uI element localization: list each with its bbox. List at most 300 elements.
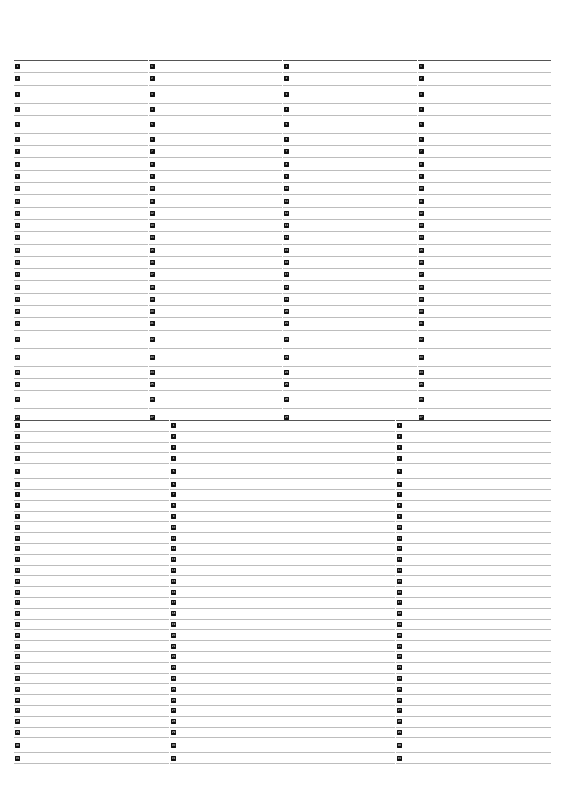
table-row	[14, 453, 169, 464]
row-number-badge: 13	[284, 223, 289, 228]
table-row	[396, 464, 551, 479]
row-number-badge: 14	[419, 235, 423, 240]
table-row	[14, 232, 148, 244]
table-row	[396, 490, 551, 501]
table-row	[170, 674, 395, 685]
table-row	[149, 391, 283, 409]
row-number-badge: 5	[285, 121, 288, 126]
table-row	[14, 706, 169, 717]
table-row	[149, 195, 283, 207]
row-number-badge: 14	[284, 235, 289, 240]
table-row	[14, 183, 148, 195]
row-number-badge: 19	[397, 621, 402, 626]
row-number-badge: 24	[150, 369, 154, 374]
table-row	[170, 501, 395, 512]
table-row	[170, 630, 395, 641]
table-row	[149, 61, 283, 73]
table-row	[170, 490, 395, 501]
row-number-badge: 25	[171, 686, 176, 691]
row-number-badge: 13	[397, 557, 402, 562]
row-number-badge: 7	[285, 149, 288, 154]
row-number-badge: 4	[398, 455, 401, 460]
row-number-badge: 2	[398, 434, 401, 439]
row-number-badge: 2	[151, 76, 153, 81]
table-row	[14, 695, 169, 706]
row-number-badge: 14	[171, 567, 176, 572]
row-number-badge: 11	[419, 198, 423, 203]
row-number-badge: 27	[419, 415, 423, 420]
row-number-badge: 7	[420, 149, 422, 154]
table-row	[283, 379, 417, 391]
table-row	[149, 245, 283, 257]
row-number-badge: 15	[15, 247, 20, 252]
top-column-1	[14, 60, 148, 420]
table-row	[14, 306, 148, 318]
table-row	[418, 104, 552, 116]
table-row	[396, 522, 551, 533]
row-number-badge: 21	[15, 321, 20, 326]
table-row	[170, 533, 395, 544]
row-number-badge: 12	[397, 546, 402, 551]
row-number-badge: 2	[420, 76, 422, 81]
table-row	[396, 587, 551, 598]
row-number-badge: 22	[150, 336, 154, 341]
row-number-badge: 21	[171, 643, 176, 648]
table-row	[396, 684, 551, 695]
row-number-badge: 10	[15, 186, 20, 191]
row-list	[14, 421, 169, 764]
table-row	[418, 183, 552, 195]
row-number-badge: 20	[284, 309, 289, 314]
table-row	[149, 158, 283, 170]
row-number-badge: 2	[285, 76, 288, 81]
table-row	[418, 391, 552, 409]
table-row	[396, 609, 551, 620]
table-row	[418, 269, 552, 281]
table-row	[283, 257, 417, 269]
top-column-3	[283, 60, 417, 420]
row-number-badge: 16	[15, 589, 20, 594]
table-row	[396, 652, 551, 663]
table-row	[396, 421, 551, 432]
table-row	[14, 674, 169, 685]
table-row	[418, 306, 552, 318]
row-number-badge: 10	[15, 524, 20, 529]
table-row	[14, 652, 169, 663]
row-number-badge: 9	[420, 173, 422, 178]
table-row	[283, 134, 417, 146]
table-row	[396, 544, 551, 555]
table-row	[14, 391, 148, 409]
row-number-badge: 6	[398, 481, 401, 486]
row-number-badge: 30	[397, 742, 402, 747]
row-number-badge: 1	[16, 423, 19, 428]
row-number-badge: 3	[16, 444, 19, 449]
table-row	[149, 220, 283, 232]
row-number-badge: 4	[420, 106, 422, 111]
row-number-badge: 16	[284, 260, 289, 264]
table-row	[14, 367, 148, 379]
table-row	[283, 391, 417, 409]
row-number-badge: 22	[284, 336, 289, 341]
table-row	[418, 208, 552, 220]
row-number-badge: 21	[284, 321, 289, 326]
table-row	[396, 753, 551, 764]
row-number-badge: 17	[284, 272, 289, 277]
row-number-badge: 6	[172, 481, 175, 486]
table-row	[14, 512, 169, 523]
table-row	[283, 104, 417, 116]
row-number-badge: 3	[16, 91, 19, 96]
table-row	[14, 587, 169, 598]
table-row	[283, 158, 417, 170]
table-row	[149, 86, 283, 104]
row-number-badge: 1	[151, 64, 153, 69]
table-row	[14, 269, 148, 281]
row-number-badge: 24	[171, 675, 176, 680]
table-row	[149, 306, 283, 318]
table-row	[396, 695, 551, 706]
table-row	[283, 367, 417, 379]
table-row	[170, 663, 395, 674]
row-number-badge: 29	[15, 729, 20, 734]
table-row	[396, 533, 551, 544]
row-number-badge: 23	[15, 665, 20, 670]
table-row	[418, 86, 552, 104]
table-row	[14, 576, 169, 587]
row-number-badge: 20	[397, 632, 402, 637]
row-number-badge: 11	[15, 535, 20, 540]
table-row	[14, 684, 169, 695]
row-number-badge: 22	[15, 336, 20, 341]
row-number-badge: 7	[151, 149, 153, 154]
table-row	[14, 379, 148, 391]
row-number-badge: 5	[172, 468, 175, 473]
row-number-badge: 15	[284, 247, 289, 252]
row-number-badge: 27	[171, 708, 176, 713]
table-row	[418, 134, 552, 146]
table-row	[170, 432, 395, 443]
table-row	[149, 257, 283, 269]
row-number-badge: 21	[150, 321, 154, 326]
row-number-badge: 14	[397, 567, 402, 572]
row-number-badge: 4	[16, 106, 19, 111]
table-row	[283, 281, 417, 293]
table-row	[283, 220, 417, 232]
table-row	[418, 367, 552, 379]
row-number-badge: 19	[150, 296, 154, 301]
row-number-badge: 25	[284, 382, 289, 387]
row-number-badge: 2	[172, 434, 175, 439]
row-number-badge: 9	[16, 513, 19, 518]
row-number-badge: 30	[15, 742, 20, 747]
table-row	[396, 479, 551, 490]
table-row	[149, 208, 283, 220]
table-row	[149, 379, 283, 391]
top-table-columns	[14, 60, 551, 420]
row-number-badge: 13	[150, 223, 154, 228]
row-number-badge: 17	[150, 272, 154, 277]
row-number-badge: 17	[419, 272, 423, 277]
table-row	[396, 630, 551, 641]
row-number-badge: 31	[397, 755, 402, 760]
row-number-badge: 20	[171, 632, 176, 637]
table-row	[14, 522, 169, 533]
row-number-badge: 6	[151, 137, 153, 142]
row-number-badge: 17	[15, 272, 20, 277]
table-row	[283, 86, 417, 104]
row-number-badge: 23	[171, 665, 176, 670]
table-row	[14, 294, 148, 306]
table-row	[149, 318, 283, 330]
row-number-badge: 3	[285, 91, 288, 96]
table-row	[14, 753, 169, 764]
row-list	[396, 421, 551, 764]
table-row	[283, 171, 417, 183]
table-row	[170, 544, 395, 555]
row-number-badge: 26	[397, 697, 402, 702]
table-row	[170, 576, 395, 587]
row-number-badge: 3	[172, 444, 175, 449]
table-row	[149, 171, 283, 183]
row-number-badge: 9	[398, 513, 401, 518]
row-number-badge: 3	[151, 91, 153, 96]
table-row	[170, 587, 395, 598]
row-list	[170, 421, 395, 764]
row-number-badge: 27	[397, 708, 402, 713]
row-number-badge: 15	[150, 247, 154, 252]
row-number-badge: 9	[285, 173, 288, 178]
row-number-badge: 13	[15, 557, 20, 562]
row-number-badge: 11	[172, 535, 176, 540]
table-row	[170, 652, 395, 663]
table-row	[418, 158, 552, 170]
table-row	[14, 195, 148, 207]
row-number-badge: 2	[16, 434, 19, 439]
table-row	[170, 453, 395, 464]
table-row	[396, 453, 551, 464]
table-row	[418, 171, 552, 183]
row-number-badge: 11	[15, 198, 20, 203]
table-row	[283, 269, 417, 281]
table-row	[14, 630, 169, 641]
table-row	[170, 738, 395, 753]
row-list	[149, 61, 283, 427]
table-row	[396, 663, 551, 674]
row-number-badge: 12	[171, 546, 176, 551]
row-number-badge: 12	[15, 210, 20, 215]
table-row	[14, 349, 148, 367]
table-row	[283, 349, 417, 367]
row-number-badge: 20	[15, 309, 20, 314]
top-column-4	[418, 60, 552, 420]
table-row	[14, 533, 169, 544]
row-list	[418, 61, 552, 427]
row-number-badge: 30	[171, 742, 176, 747]
table-row	[396, 576, 551, 587]
table-row	[396, 717, 551, 728]
row-number-badge: 4	[285, 106, 288, 111]
table-row	[14, 464, 169, 479]
table-row	[396, 501, 551, 512]
row-number-badge: 5	[16, 468, 19, 473]
table-row	[283, 195, 417, 207]
table-row	[170, 753, 395, 764]
table-row	[170, 479, 395, 490]
row-number-badge: 19	[419, 296, 423, 301]
table-row	[170, 464, 395, 479]
table-row	[396, 728, 551, 739]
row-number-badge: 16	[397, 589, 402, 594]
table-row	[283, 116, 417, 134]
row-number-badge: 22	[171, 654, 176, 659]
row-number-badge: 4	[172, 455, 175, 460]
row-number-badge: 24	[397, 675, 402, 680]
row-number-badge: 9	[16, 173, 19, 178]
table-row	[149, 104, 283, 116]
row-number-badge: 10	[150, 186, 154, 191]
table-row	[418, 116, 552, 134]
table-row	[14, 555, 169, 566]
row-number-badge: 27	[15, 708, 20, 713]
row-number-badge: 6	[16, 481, 19, 486]
bottom-table-columns	[14, 420, 551, 760]
table-row	[149, 331, 283, 349]
bottom-column-3	[396, 420, 551, 760]
table-row	[14, 479, 169, 490]
table-row	[149, 116, 283, 134]
table-row	[418, 232, 552, 244]
row-number-badge: 17	[15, 600, 20, 605]
row-number-badge: 31	[171, 755, 176, 760]
table-row	[396, 738, 551, 753]
row-number-badge: 20	[419, 309, 423, 314]
table-row	[283, 306, 417, 318]
row-number-badge: 2	[16, 76, 19, 81]
row-number-badge: 28	[15, 719, 20, 724]
row-number-badge: 11	[397, 535, 401, 540]
table-row	[418, 318, 552, 330]
row-number-badge: 28	[171, 719, 176, 724]
row-number-badge: 20	[15, 632, 20, 637]
row-number-badge: 19	[15, 296, 20, 301]
table-row	[396, 641, 551, 652]
row-number-badge: 16	[171, 589, 176, 594]
top-table	[14, 60, 551, 420]
table-row	[170, 421, 395, 432]
row-number-badge: 22	[397, 654, 402, 659]
bottom-column-2	[170, 420, 395, 760]
row-number-badge: 21	[419, 321, 423, 326]
bottom-table	[14, 420, 551, 760]
row-number-badge: 8	[398, 503, 401, 508]
row-number-badge: 17	[397, 600, 402, 605]
row-number-badge: 1	[172, 423, 175, 428]
table-row	[396, 706, 551, 717]
table-row	[14, 728, 169, 739]
row-number-badge: 19	[15, 621, 20, 626]
table-row	[170, 555, 395, 566]
table-row	[170, 706, 395, 717]
row-number-badge: 18	[15, 284, 20, 289]
row-number-badge: 10	[397, 524, 402, 529]
table-row	[396, 432, 551, 443]
row-number-badge: 26	[15, 697, 20, 702]
table-row	[149, 146, 283, 158]
table-row	[14, 171, 148, 183]
row-number-badge: 23	[397, 665, 402, 670]
row-number-badge: 14	[15, 567, 20, 572]
row-number-badge: 1	[285, 64, 288, 69]
table-row	[14, 208, 148, 220]
table-row	[14, 134, 148, 146]
table-row	[149, 134, 283, 146]
table-row	[14, 598, 169, 609]
row-number-badge: 7	[16, 492, 19, 497]
row-number-badge: 8	[151, 161, 153, 166]
table-row	[149, 367, 283, 379]
row-number-badge: 3	[398, 444, 401, 449]
table-row	[14, 620, 169, 631]
row-number-badge: 14	[15, 235, 20, 240]
table-row	[14, 432, 169, 443]
row-number-badge: 25	[15, 382, 20, 387]
table-row	[418, 257, 552, 269]
table-row	[149, 183, 283, 195]
row-number-badge: 24	[15, 675, 20, 680]
table-row	[14, 421, 169, 432]
table-row	[170, 728, 395, 739]
row-number-badge: 25	[397, 686, 402, 691]
row-number-badge: 11	[284, 198, 289, 203]
top-column-2	[149, 60, 283, 420]
row-number-badge: 8	[16, 503, 19, 508]
row-number-badge: 28	[397, 719, 402, 724]
row-number-badge: 26	[150, 397, 154, 402]
row-number-badge: 27	[284, 415, 289, 420]
table-row	[170, 695, 395, 706]
table-row	[14, 104, 148, 116]
row-number-badge: 1	[420, 64, 422, 69]
table-row	[14, 61, 148, 73]
row-number-badge: 18	[171, 611, 176, 616]
table-row	[14, 318, 148, 330]
row-number-badge: 6	[16, 137, 19, 142]
row-number-badge: 5	[16, 121, 19, 126]
row-number-badge: 15	[419, 247, 423, 252]
row-number-badge: 4	[16, 455, 19, 460]
row-number-badge: 8	[16, 161, 19, 166]
row-number-badge: 16	[419, 260, 423, 264]
row-number-badge: 18	[150, 284, 154, 289]
row-number-badge: 23	[284, 354, 289, 359]
row-number-badge: 27	[150, 415, 154, 420]
table-row	[14, 220, 148, 232]
row-number-badge: 10	[284, 186, 289, 191]
row-number-badge: 24	[284, 369, 289, 374]
row-number-badge: 26	[15, 397, 20, 402]
table-row	[418, 379, 552, 391]
table-row	[418, 195, 552, 207]
table-row	[14, 717, 169, 728]
table-row	[170, 684, 395, 695]
table-row	[14, 641, 169, 652]
table-row	[14, 566, 169, 577]
row-number-badge: 7	[16, 149, 19, 154]
row-number-badge: 19	[171, 621, 176, 626]
table-row	[170, 609, 395, 620]
row-number-badge: 29	[397, 729, 402, 734]
